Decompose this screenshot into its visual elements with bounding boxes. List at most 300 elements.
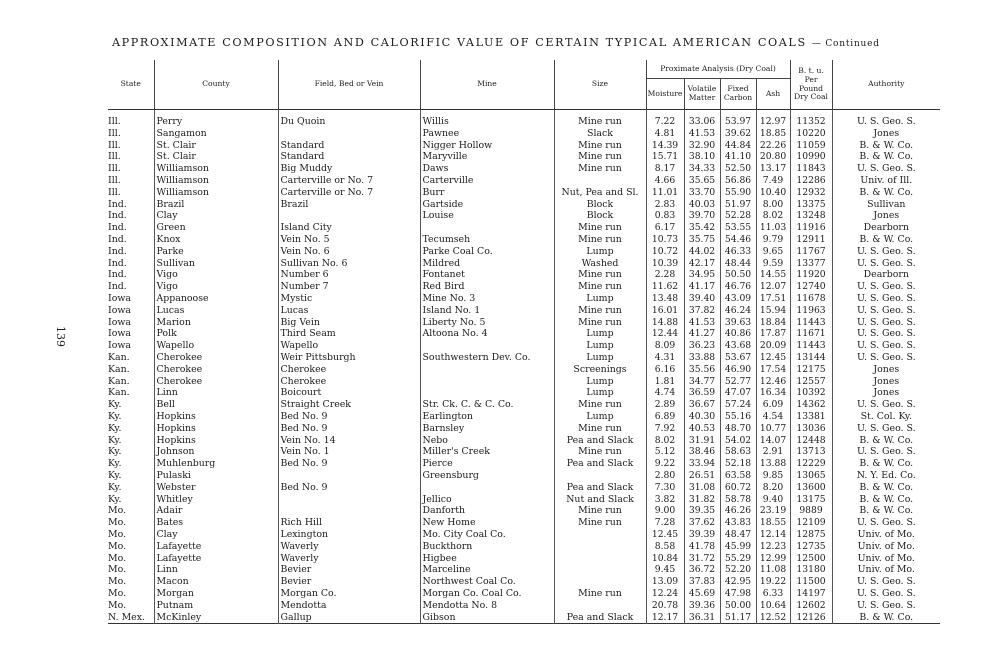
county-value: Macon bbox=[156, 576, 189, 588]
moisture-value: 7.30 bbox=[654, 481, 676, 493]
state-value: Mo. bbox=[108, 576, 127, 588]
volatile-value: 41.17 bbox=[688, 281, 716, 293]
cell-ash bbox=[756, 246, 790, 258]
cell-moisture bbox=[646, 210, 684, 222]
field-value: Waverly bbox=[280, 540, 319, 552]
cell-carbon bbox=[720, 328, 756, 340]
cell-state bbox=[108, 552, 154, 564]
cell-size bbox=[554, 246, 646, 258]
btu-value: 12932 bbox=[796, 186, 826, 198]
cell-size bbox=[554, 494, 646, 506]
authority-value: B. & W. Co. bbox=[859, 186, 914, 198]
moisture-value: 2.89 bbox=[654, 399, 676, 411]
moisture-value: 6.16 bbox=[654, 363, 676, 375]
carbon-value: 52.18 bbox=[724, 458, 752, 470]
cell-ash bbox=[756, 564, 790, 576]
field-value: Bevier bbox=[280, 564, 312, 576]
cell-size bbox=[554, 564, 646, 576]
table-row bbox=[108, 110, 940, 128]
cell-size bbox=[554, 541, 646, 553]
btu-value: 12602 bbox=[796, 599, 826, 611]
ash-value: 9.65 bbox=[762, 245, 784, 257]
cell-state bbox=[108, 234, 154, 246]
cell-carbon bbox=[720, 305, 756, 317]
btu-value: 13036 bbox=[796, 422, 826, 434]
size-value: Lump bbox=[586, 387, 614, 399]
cell-moisture bbox=[646, 110, 684, 128]
cell-mine bbox=[420, 317, 554, 329]
table-row bbox=[108, 411, 940, 423]
authority-value: B. & W. Co. bbox=[859, 234, 914, 246]
cell-authority bbox=[832, 246, 940, 258]
cell-size bbox=[554, 128, 646, 140]
col-header-carbon: Fixed Carbon bbox=[720, 79, 756, 110]
cell-moisture bbox=[646, 234, 684, 246]
cell-volatile bbox=[684, 305, 720, 317]
cell-state bbox=[108, 317, 154, 329]
volatile-value: 31.72 bbox=[688, 552, 716, 564]
table-row bbox=[108, 588, 940, 600]
cell-field bbox=[278, 340, 420, 352]
cell-field bbox=[278, 234, 420, 246]
cell-ash bbox=[756, 600, 790, 612]
mine-value: Higbee bbox=[422, 552, 457, 564]
volatile-value: 35.75 bbox=[688, 234, 716, 246]
volatile-value: 33.06 bbox=[688, 116, 716, 128]
cell-moisture bbox=[646, 505, 684, 517]
cell-county bbox=[154, 611, 278, 623]
cell-field bbox=[278, 541, 420, 553]
cell-carbon bbox=[720, 110, 756, 128]
mine-value: Jellico bbox=[422, 493, 452, 505]
btu-value: 13175 bbox=[796, 493, 826, 505]
cell-authority bbox=[832, 611, 940, 623]
state-value: Iowa bbox=[108, 304, 131, 316]
mine-value: Northwest Coal Co. bbox=[422, 576, 516, 588]
btu-value: 13713 bbox=[796, 446, 826, 458]
cell-moisture bbox=[646, 163, 684, 175]
moisture-value: 0.83 bbox=[654, 210, 676, 222]
cell-ash bbox=[756, 151, 790, 163]
cell-county bbox=[154, 222, 278, 234]
size-value: Mine run bbox=[578, 505, 622, 517]
cell-volatile bbox=[684, 387, 720, 399]
cell-volatile bbox=[684, 588, 720, 600]
cell-authority bbox=[832, 387, 940, 399]
carbon-value: 40.86 bbox=[724, 328, 752, 340]
btu-value: 11678 bbox=[796, 293, 826, 304]
btu-value: 11443 bbox=[796, 340, 826, 352]
mine-value: Nebo bbox=[422, 434, 448, 446]
moisture-value: 10.73 bbox=[651, 234, 679, 246]
col-header-ash: Ash bbox=[756, 79, 790, 110]
cell-size bbox=[554, 140, 646, 152]
table-row bbox=[108, 199, 940, 211]
authority-value: Jones bbox=[873, 375, 900, 387]
cell-field bbox=[278, 470, 420, 482]
volatile-value: 31.82 bbox=[688, 493, 716, 505]
cell-mine bbox=[420, 399, 554, 411]
moisture-value: 12.45 bbox=[651, 528, 679, 540]
state-value: Ill. bbox=[108, 127, 121, 139]
cell-authority bbox=[832, 458, 940, 470]
cell-size bbox=[554, 399, 646, 411]
ash-value: 23.19 bbox=[759, 505, 787, 517]
county-value: Johnson bbox=[156, 446, 195, 458]
volatile-value: 39.40 bbox=[688, 293, 716, 304]
cell-moisture bbox=[646, 128, 684, 140]
table-row bbox=[108, 576, 940, 588]
cell-ash bbox=[756, 281, 790, 293]
cell-mine bbox=[420, 305, 554, 317]
state-value: Mo. bbox=[108, 540, 127, 552]
table-row bbox=[108, 600, 940, 612]
cell-field bbox=[278, 246, 420, 258]
cell-size bbox=[554, 505, 646, 517]
btu-value: 12286 bbox=[796, 175, 826, 187]
cell-field bbox=[278, 151, 420, 163]
cell-moisture bbox=[646, 576, 684, 588]
cell-field bbox=[278, 175, 420, 187]
cell-carbon bbox=[720, 423, 756, 435]
county-value: Webster bbox=[156, 481, 196, 493]
cell-volatile bbox=[684, 281, 720, 293]
cell-btu bbox=[790, 110, 832, 128]
cell-carbon bbox=[720, 376, 756, 388]
cell-volatile bbox=[684, 163, 720, 175]
state-value: Ky. bbox=[108, 410, 122, 422]
cell-state bbox=[108, 517, 154, 529]
size-value: Mine run bbox=[578, 316, 622, 328]
moisture-value: 4.66 bbox=[654, 175, 676, 187]
size-value: Mine run bbox=[578, 139, 622, 151]
cell-moisture bbox=[646, 258, 684, 270]
size-value: Mine run bbox=[578, 281, 622, 293]
cell-moisture bbox=[646, 541, 684, 553]
cell-authority bbox=[832, 446, 940, 458]
carbon-value: 55.16 bbox=[724, 410, 752, 422]
cell-field bbox=[278, 328, 420, 340]
cell-carbon bbox=[720, 482, 756, 494]
ash-value: 11.08 bbox=[759, 564, 787, 576]
ash-value: 10.40 bbox=[759, 186, 787, 198]
cell-carbon bbox=[720, 411, 756, 423]
volatile-value: 38.10 bbox=[688, 151, 716, 163]
cell-county bbox=[154, 163, 278, 175]
moisture-value: 9.45 bbox=[654, 564, 676, 576]
btu-value: 13248 bbox=[796, 210, 826, 222]
cell-county bbox=[154, 411, 278, 423]
cell-authority bbox=[832, 352, 940, 364]
cell-carbon bbox=[720, 446, 756, 458]
table-row bbox=[108, 446, 940, 458]
county-value: Bell bbox=[156, 399, 175, 411]
ash-value: 19.22 bbox=[759, 576, 787, 588]
cell-county bbox=[154, 210, 278, 222]
cell-size bbox=[554, 340, 646, 352]
carbon-value: 56.86 bbox=[724, 175, 752, 187]
cell-size bbox=[554, 352, 646, 364]
cell-mine bbox=[420, 517, 554, 529]
cell-btu bbox=[790, 340, 832, 352]
cell-size bbox=[554, 387, 646, 399]
moisture-value: 9.00 bbox=[654, 505, 676, 517]
cell-authority bbox=[832, 588, 940, 600]
cell-moisture bbox=[646, 458, 684, 470]
authority-value: U. S. Geo. S. bbox=[856, 587, 916, 599]
authority-value: Univ. of Mo. bbox=[857, 528, 915, 540]
state-value: Mo. bbox=[108, 517, 127, 529]
cell-moisture bbox=[646, 494, 684, 506]
carbon-value: 46.24 bbox=[724, 304, 752, 316]
cell-size bbox=[554, 376, 646, 388]
field-value: Number 6 bbox=[280, 269, 329, 281]
moisture-value: 8.58 bbox=[654, 540, 676, 552]
cell-carbon bbox=[720, 552, 756, 564]
cell-authority bbox=[832, 140, 940, 152]
cell-size bbox=[554, 576, 646, 588]
cell-mine bbox=[420, 222, 554, 234]
authority-value: U. S. Geo. S. bbox=[856, 576, 916, 588]
cell-carbon bbox=[720, 435, 756, 447]
county-value: Hopkins bbox=[156, 434, 196, 446]
col-header-moisture: Moisture bbox=[646, 79, 684, 110]
volatile-value: 36.59 bbox=[688, 387, 716, 399]
cell-mine bbox=[420, 210, 554, 222]
cell-field bbox=[278, 305, 420, 317]
state-value: Ky. bbox=[108, 446, 122, 458]
cell-volatile bbox=[684, 110, 720, 128]
cell-size bbox=[554, 446, 646, 458]
carbon-value: 53.67 bbox=[724, 351, 752, 363]
cell-county bbox=[154, 588, 278, 600]
cell-ash bbox=[756, 140, 790, 152]
col-header-state: State bbox=[120, 79, 141, 89]
county-value: Williamson bbox=[156, 175, 209, 187]
ash-value: 9.85 bbox=[762, 469, 784, 481]
cell-volatile bbox=[684, 269, 720, 281]
cell-moisture bbox=[646, 328, 684, 340]
carbon-value: 58.63 bbox=[724, 446, 752, 458]
cell-county bbox=[154, 529, 278, 541]
cell-county bbox=[154, 269, 278, 281]
cell-mine bbox=[420, 187, 554, 199]
cell-btu bbox=[790, 423, 832, 435]
cell-state bbox=[108, 199, 154, 211]
field-value: Vein No. 6 bbox=[280, 245, 330, 257]
cell-county bbox=[154, 352, 278, 364]
field-value: Sullivan No. 6 bbox=[280, 257, 348, 269]
field-value: Wapello bbox=[280, 340, 319, 352]
authority-value: U. S. Geo. S. bbox=[856, 257, 916, 269]
cell-btu bbox=[790, 258, 832, 270]
authority-value: B. & W. Co. bbox=[859, 611, 914, 623]
county-value: Linn bbox=[156, 387, 178, 399]
carbon-value: 39.62 bbox=[724, 127, 752, 139]
cell-county bbox=[154, 187, 278, 199]
cell-ash bbox=[756, 175, 790, 187]
cell-ash bbox=[756, 611, 790, 623]
authority-value: Jones bbox=[873, 363, 900, 375]
size-value: Mine run bbox=[578, 151, 622, 163]
carbon-value: 55.90 bbox=[724, 186, 752, 198]
cell-mine bbox=[420, 364, 554, 376]
table-row bbox=[108, 387, 940, 399]
cell-btu bbox=[790, 600, 832, 612]
cell-volatile bbox=[684, 222, 720, 234]
field-value: Waverly bbox=[280, 552, 319, 564]
cell-carbon bbox=[720, 128, 756, 140]
carbon-value: 50.50 bbox=[724, 269, 752, 281]
cell-volatile bbox=[684, 234, 720, 246]
ash-value: 9.59 bbox=[762, 257, 784, 269]
table-row bbox=[108, 293, 940, 305]
mine-value: Willis bbox=[422, 116, 449, 128]
cell-size bbox=[554, 210, 646, 222]
field-value: Third Seam bbox=[280, 328, 336, 340]
size-value: Block bbox=[586, 198, 614, 210]
cell-ash bbox=[756, 317, 790, 329]
cell-mine bbox=[420, 140, 554, 152]
cell-mine bbox=[420, 110, 554, 128]
cell-size bbox=[554, 151, 646, 163]
size-value: Mine run bbox=[578, 446, 622, 458]
cell-county bbox=[154, 175, 278, 187]
cell-field bbox=[278, 199, 420, 211]
state-value: Ill. bbox=[108, 151, 121, 163]
carbon-value: 54.02 bbox=[724, 434, 752, 446]
cell-mine bbox=[420, 246, 554, 258]
volatile-value: 40.53 bbox=[688, 422, 716, 434]
authority-value: U. S. Geo. S. bbox=[856, 399, 916, 411]
carbon-value: 48.47 bbox=[724, 528, 752, 540]
cell-ash bbox=[756, 576, 790, 588]
cell-size bbox=[554, 258, 646, 270]
cell-mine bbox=[420, 600, 554, 612]
cell-county bbox=[154, 423, 278, 435]
cell-authority bbox=[832, 423, 940, 435]
cell-ash bbox=[756, 163, 790, 175]
state-value: Mo. bbox=[108, 505, 127, 517]
volatile-value: 26.51 bbox=[688, 469, 716, 481]
cell-moisture bbox=[646, 399, 684, 411]
cell-authority bbox=[832, 482, 940, 494]
ash-value: 13.17 bbox=[759, 163, 787, 175]
table-row bbox=[108, 128, 940, 140]
authority-value: U. S. Geo. S. bbox=[856, 163, 916, 175]
cell-moisture bbox=[646, 364, 684, 376]
cell-county bbox=[154, 293, 278, 305]
cell-county bbox=[154, 140, 278, 152]
cell-field bbox=[278, 494, 420, 506]
cell-mine bbox=[420, 340, 554, 352]
cell-county bbox=[154, 458, 278, 470]
volatile-value: 37.83 bbox=[688, 576, 716, 588]
cell-authority bbox=[832, 376, 940, 388]
authority-value: Sullivan bbox=[867, 198, 906, 210]
ash-value: 9.40 bbox=[762, 493, 784, 505]
field-value: Big Muddy bbox=[280, 163, 333, 175]
cell-mine bbox=[420, 281, 554, 293]
table-row bbox=[108, 470, 940, 482]
cell-size bbox=[554, 175, 646, 187]
size-value: Mine run bbox=[578, 116, 622, 128]
moisture-value: 6.17 bbox=[654, 222, 676, 234]
carbon-value: 46.90 bbox=[724, 363, 752, 375]
ash-value: 10.64 bbox=[759, 599, 787, 611]
moisture-value: 2.80 bbox=[654, 469, 676, 481]
cell-carbon bbox=[720, 199, 756, 211]
cell-field bbox=[278, 399, 420, 411]
field-value: Cherokee bbox=[280, 375, 327, 387]
cell-volatile bbox=[684, 423, 720, 435]
cell-btu bbox=[790, 163, 832, 175]
cell-size bbox=[554, 611, 646, 623]
cell-authority bbox=[832, 175, 940, 187]
ash-value: 18.84 bbox=[759, 316, 787, 328]
county-value: Appanoose bbox=[156, 293, 209, 304]
cell-mine bbox=[420, 482, 554, 494]
table-row bbox=[108, 552, 940, 564]
cell-btu bbox=[790, 458, 832, 470]
carbon-value: 47.98 bbox=[724, 587, 752, 599]
size-value: Mine run bbox=[578, 517, 622, 529]
field-value: Number 7 bbox=[280, 281, 329, 293]
cell-carbon bbox=[720, 258, 756, 270]
cell-ash bbox=[756, 376, 790, 388]
cell-county bbox=[154, 199, 278, 211]
authority-value: U. S. Geo. S. bbox=[856, 245, 916, 257]
mine-value: Mendotta No. 8 bbox=[422, 599, 498, 611]
cell-btu bbox=[790, 494, 832, 506]
ash-value: 17.87 bbox=[759, 328, 787, 340]
field-value: Morgan Co. bbox=[280, 587, 337, 599]
ash-value: 10.77 bbox=[759, 422, 787, 434]
cell-moisture bbox=[646, 564, 684, 576]
carbon-value: 53.55 bbox=[724, 222, 752, 234]
county-value: Morgan bbox=[156, 587, 194, 599]
ash-value: 12.97 bbox=[759, 116, 787, 128]
cell-authority bbox=[832, 269, 940, 281]
cell-carbon bbox=[720, 517, 756, 529]
table-row bbox=[108, 210, 940, 222]
ash-value: 12.14 bbox=[759, 528, 787, 540]
cell-state bbox=[108, 376, 154, 388]
mine-value: Gartside bbox=[422, 198, 464, 210]
moisture-value: 12.44 bbox=[651, 328, 679, 340]
btu-value: 13375 bbox=[796, 198, 826, 210]
carbon-value: 52.20 bbox=[724, 564, 752, 576]
carbon-value: 45.99 bbox=[724, 540, 752, 552]
cell-field bbox=[278, 435, 420, 447]
volatile-value: 45.69 bbox=[688, 587, 716, 599]
btu-value: 14197 bbox=[796, 587, 826, 599]
state-value: Mo. bbox=[108, 552, 127, 564]
volatile-value: 34.95 bbox=[688, 269, 716, 281]
cell-field bbox=[278, 458, 420, 470]
cell-mine bbox=[420, 352, 554, 364]
volatile-value: 33.88 bbox=[688, 351, 716, 363]
btu-value: 14362 bbox=[796, 399, 826, 411]
mine-value: Louise bbox=[422, 210, 454, 222]
cell-volatile bbox=[684, 611, 720, 623]
size-value: Screenings bbox=[573, 363, 627, 375]
cell-carbon bbox=[720, 234, 756, 246]
ash-value: 12.07 bbox=[759, 281, 787, 293]
state-value: Ky. bbox=[108, 469, 122, 481]
county-value: Muhlenburg bbox=[156, 458, 216, 470]
moisture-value: 12.24 bbox=[651, 587, 679, 599]
